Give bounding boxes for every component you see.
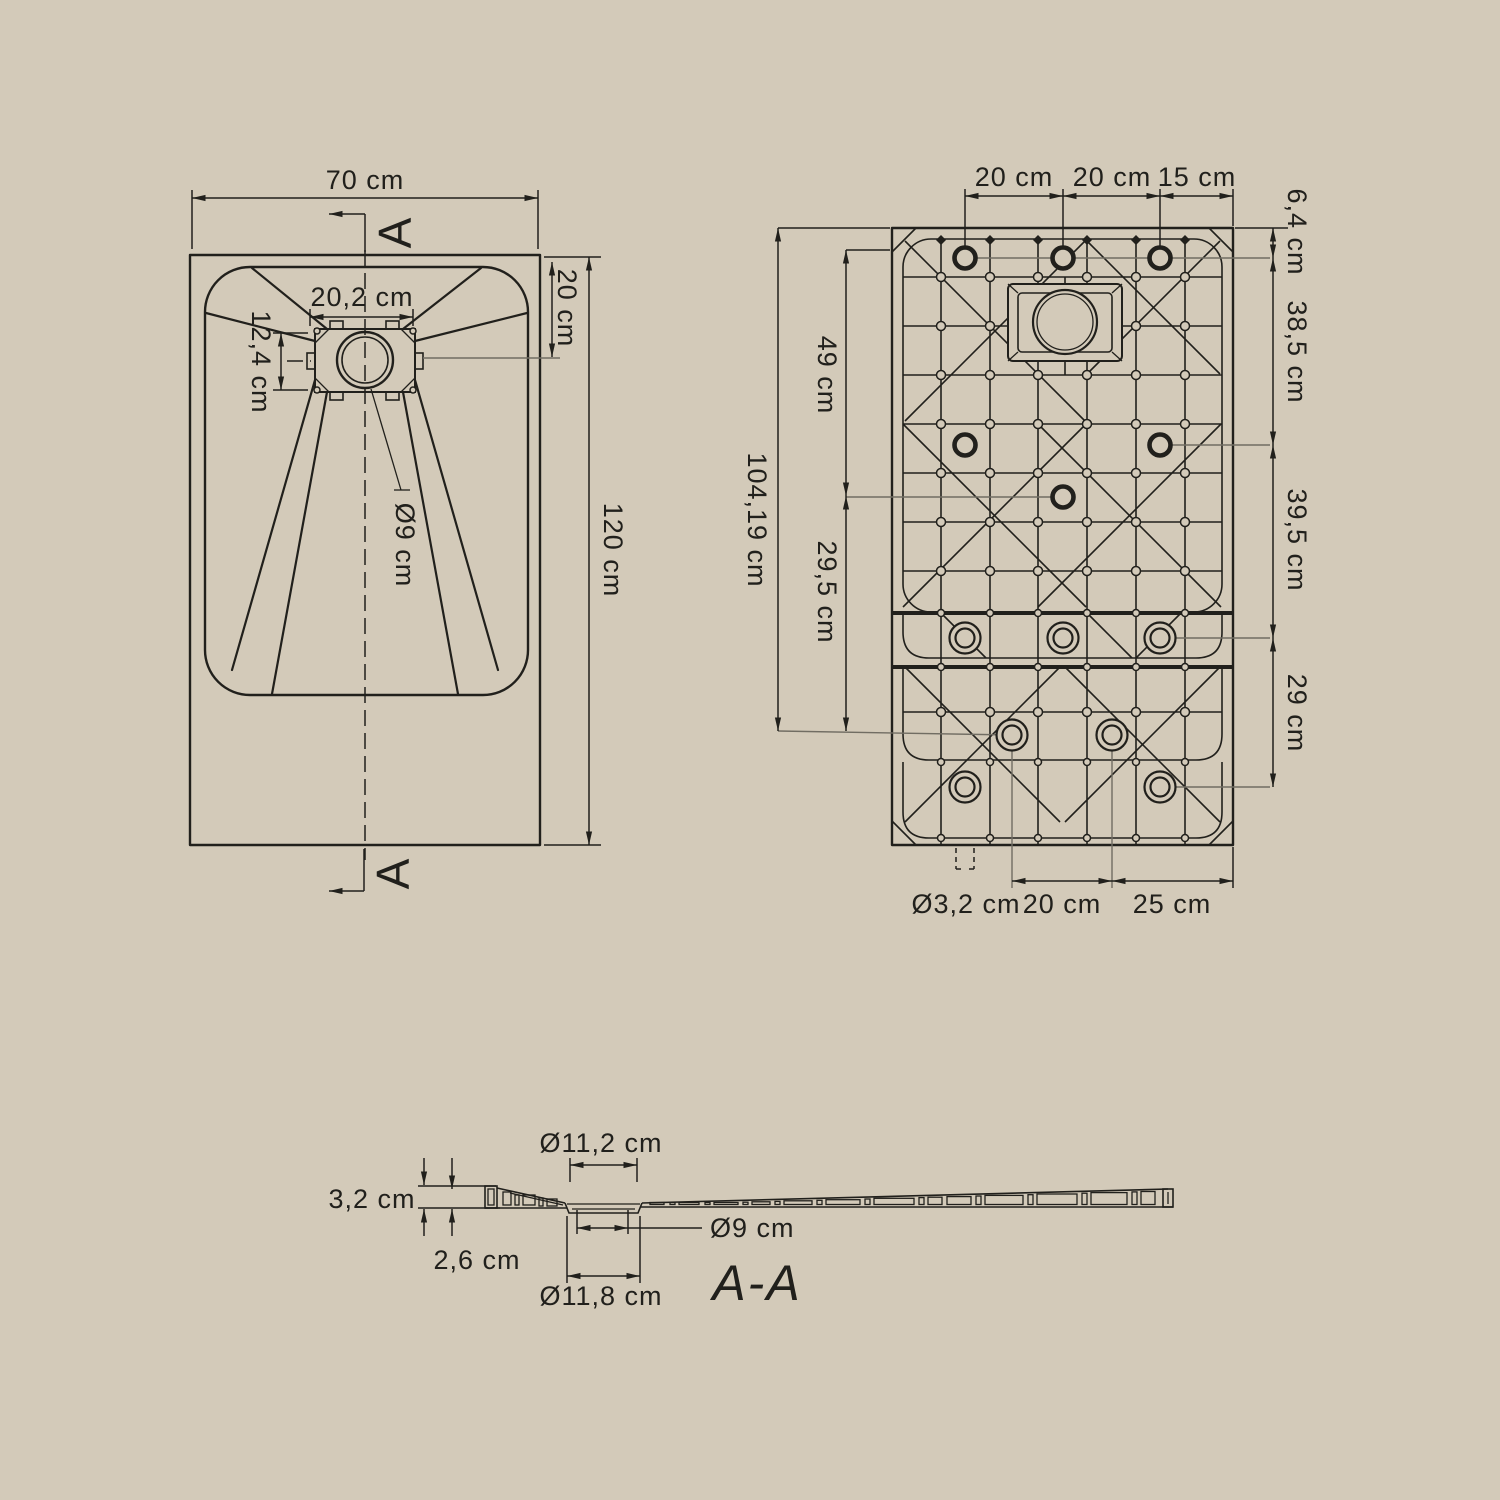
dim-edge-height-label: 3,2 cm	[328, 1184, 416, 1214]
dim-drain-offset-label: 20 cm	[552, 268, 582, 348]
bottom-view	[742, 162, 1312, 919]
dim-height-label: 120 cm	[598, 502, 628, 598]
section-view	[328, 1128, 1173, 1311]
dim-flange-width-label: 20,2 cm	[310, 282, 414, 312]
dim-bottom-edge-label: 25 cm	[1132, 889, 1212, 919]
top-view	[190, 165, 628, 891]
dim-top-1-label: 20 cm	[974, 162, 1054, 192]
dim-left-lower-label: 29,5 cm	[812, 540, 842, 644]
section-profile	[485, 1186, 1173, 1213]
dim-left-upper-label: 49 cm	[812, 335, 842, 415]
dim-hole-diameter-label: Ø3,2 cm	[911, 889, 1021, 919]
dim-right-3-label: 39,5 cm	[1282, 488, 1312, 592]
dim-right-2-label: 38,5 cm	[1282, 300, 1312, 404]
dim-recess-bottom-label: Ø11,8 cm	[539, 1281, 663, 1311]
dim-flange-height-label: 12,4 cm	[246, 310, 276, 414]
dim-base-thickness-label: 2,6 cm	[433, 1245, 521, 1275]
dim-left-total-label: 104,19 cm	[742, 452, 772, 588]
section-marker-bottom-label: A	[367, 858, 419, 890]
section-marker-top-label: A	[369, 217, 421, 249]
dim-top-2-label: 20 cm	[1072, 162, 1152, 192]
dim-drain-diameter-label: Ø9 cm	[390, 502, 420, 588]
dim-right-4-label: 29 cm	[1282, 673, 1312, 753]
dim-width-label: 70 cm	[325, 165, 405, 195]
dim-section-drain-label: Ø9 cm	[710, 1213, 795, 1243]
section-title: A-A	[712, 1255, 802, 1311]
drain-box	[1008, 277, 1122, 375]
dim-bottom-spacing-label: 20 cm	[1022, 889, 1102, 919]
inner-band-3	[903, 762, 1222, 838]
drain-box-hole	[1033, 290, 1097, 354]
dim-top-3-label: 15 cm	[1157, 162, 1237, 192]
dim-recess-top-label: Ø11,2 cm	[539, 1128, 663, 1158]
dim-right-1-label: 6,4 cm	[1282, 188, 1312, 276]
